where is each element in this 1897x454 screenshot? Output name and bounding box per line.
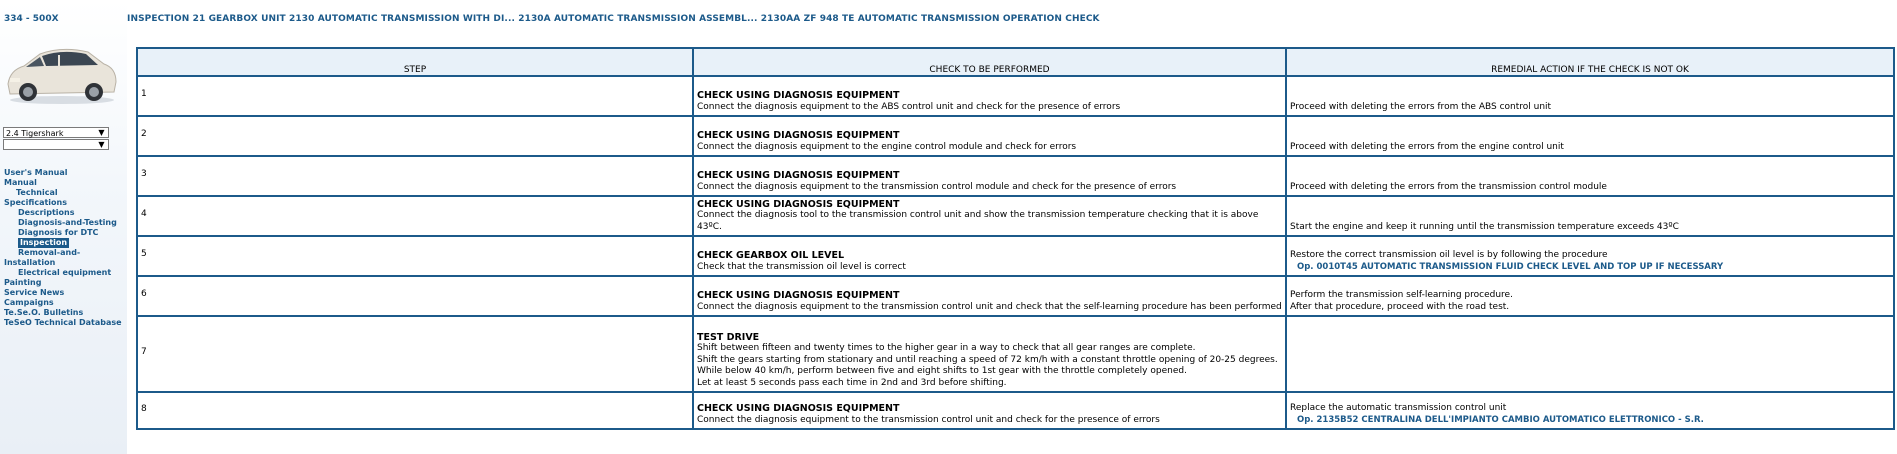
table-row (137, 76, 1894, 116)
model-label: 334 - 500X (4, 14, 59, 24)
nav-item[interactable] (0, 198, 127, 208)
nav-item-label: Descriptions (18, 208, 75, 217)
remedy-cell (1286, 76, 1894, 116)
step-cell: 5 (137, 236, 693, 276)
check-cell (693, 76, 1286, 116)
table-row (137, 392, 1894, 429)
remedy-line: Proceed with deleting the errors from the ABS control unit (1290, 101, 1552, 112)
nav-item-label: Painting (4, 278, 42, 287)
nav-item-label: Installation (4, 258, 56, 267)
check-title: CHECK USING DIAGNOSIS EQUIPMENT (697, 130, 900, 141)
nav-item[interactable] (0, 168, 127, 178)
step-cell: 4 (137, 196, 693, 236)
nav-item-label: Service News (4, 288, 65, 297)
remedy-cell (1286, 276, 1894, 316)
check-cell (693, 116, 1286, 156)
breadcrumb: INSPECTION 21 GEARBOX UNIT 2130 AUTOMATIC TRANSMISSION WITH DI... 2130A AUTOMATIC TRANSMISSION ASSEMBL... 2130AA ZF 948 TE AUTOMATIC TRANSMISSION OPERATION CHECK (127, 14, 1100, 24)
nav-item-label: Electrical equipment (18, 268, 112, 277)
check-title: CHECK USING DIAGNOSIS EQUIPMENT (697, 403, 900, 414)
remedy-line: Proceed with deleting the errors from the engine control unit (1290, 141, 1564, 152)
nav-item[interactable] (0, 248, 127, 258)
nav-item[interactable] (0, 288, 127, 298)
nav-item-label: Technical (16, 188, 58, 197)
check-line: While below 40 km/h, perform between five and eight shifts to 1st gear with the throttle completely opened. (697, 366, 1187, 376)
operation-link[interactable]: Op. 2135B52 CENTRALINA DELL'IMPIANTO CAMBIO AUTOMATICO ELETTRONICO - S.R. (1297, 414, 1704, 425)
remedy-line: Replace the automatic transmission control unit (1290, 403, 1507, 413)
check-line: Connect the diagnosis tool to the transmission control unit and show the transmission temperature checking that it is above 43ºC. (697, 210, 1259, 232)
vehicle-image (2, 36, 120, 106)
remedy-cell (1286, 392, 1894, 429)
nav-item[interactable] (0, 258, 127, 268)
nav-item[interactable] (0, 308, 127, 318)
nav-item-label: Te.Se.O. Bulletins (4, 308, 84, 317)
table-row (137, 236, 1894, 276)
engine-select-value: 2.4 Tigershark (6, 129, 64, 138)
step-cell: 8 (137, 392, 693, 429)
sidebar (0, 0, 127, 454)
remedy-line: Restore the correct transmission oil level is by following the procedure (1290, 250, 1608, 260)
remedy-cell (1286, 196, 1894, 236)
nav-item-label: Campaigns (4, 298, 54, 307)
nav-item-label: Diagnosis-and-Testing (18, 218, 117, 227)
engine-select[interactable] (3, 127, 109, 138)
table-row (137, 196, 1894, 236)
remedy-line: Proceed with deleting the errors from the transmission control module (1290, 181, 1607, 192)
remedy-cell (1286, 156, 1894, 196)
nav-item[interactable] (0, 218, 127, 228)
inspection-table (136, 47, 1895, 430)
nav-item-label: Manual (4, 178, 37, 187)
nav-item-label: Removal-and- (18, 248, 81, 257)
check-title: TEST DRIVE (697, 331, 760, 343)
check-cell (693, 156, 1286, 196)
check-line: Shift the gears starting from stationary and until reaching a speed of 72 km/h with a constant throttle opening of 20-25 degrees. (697, 354, 1278, 365)
sidebar-nav (0, 168, 127, 328)
chevron-down-icon: ▼ (98, 140, 105, 149)
remedy-line: Perform the transmission self-learning procedure. (1290, 290, 1513, 300)
remedy-cell (1286, 316, 1894, 392)
operation-link[interactable]: Op. 0010T45 AUTOMATIC TRANSMISSION FLUID CHECK LEVEL AND TOP UP IF NECESSARY (1297, 261, 1724, 272)
check-title: CHECK USING DIAGNOSIS EQUIPMENT (697, 290, 900, 301)
column-header-check: CHECK TO BE PERFORMED (693, 48, 1286, 76)
check-line: Connect the diagnosis equipment to the transmission control unit and check for the presence of errors (697, 414, 1160, 425)
nav-item[interactable] (0, 318, 127, 328)
check-line: Shift between fifteen and twenty times to the higher gear in a way to check that all gear ranges are complete. (697, 343, 1196, 353)
nav-item[interactable] (0, 208, 127, 218)
nav-item[interactable] (0, 178, 127, 188)
column-header-remedy: REMEDIAL ACTION IF THE CHECK IS NOT OK (1286, 48, 1894, 76)
remedy-line: After that procedure, proceed with the road test. (1290, 301, 1510, 312)
check-line: Check that the transmission oil level is correct (697, 261, 906, 272)
step-cell: 3 (137, 156, 693, 196)
table-header-row (137, 48, 1894, 76)
table-row (137, 276, 1894, 316)
table-row (137, 316, 1894, 392)
step-cell: 7 (137, 316, 693, 392)
nav-item[interactable] (0, 268, 127, 278)
check-title: CHECK USING DIAGNOSIS EQUIPMENT (697, 170, 900, 181)
chevron-down-icon: ▼ (98, 128, 105, 137)
step-cell: 1 (137, 76, 693, 116)
check-line: Let at least 5 seconds pass each time in 2nd and 3rd before shifting. (697, 377, 1007, 388)
check-cell (693, 196, 1286, 236)
nav-item-label: Diagnosis for DTC (18, 228, 99, 237)
nav-item-label: TeSeO Technical Database (4, 318, 122, 327)
check-title: CHECK USING DIAGNOSIS EQUIPMENT (697, 90, 900, 101)
check-title: CHECK GEARBOX OIL LEVEL (697, 250, 845, 261)
check-cell (693, 276, 1286, 316)
table-row (137, 116, 1894, 156)
check-line: Connect the diagnosis equipment to the engine control module and check for errors (697, 141, 1077, 152)
remedy-line: Start the engine and keep it running until the transmission temperature exceeds 43ºC (1290, 221, 1679, 232)
check-title: CHECK USING DIAGNOSIS EQUIPMENT (697, 198, 900, 210)
step-cell: 6 (137, 276, 693, 316)
column-header-step: STEP (137, 48, 693, 76)
check-line: Connect the diagnosis equipment to the transmission control module and check for the presence of errors (697, 181, 1177, 192)
check-cell (693, 392, 1286, 429)
check-line: Connect the diagnosis equipment to the ABS control unit and check for the presence of errors (697, 101, 1121, 112)
nav-item[interactable] (0, 188, 127, 198)
nav-item[interactable] (0, 228, 127, 238)
nav-item-label: Inspection (20, 238, 68, 247)
step-cell: 2 (137, 116, 693, 156)
check-cell (693, 316, 1286, 392)
nav-item-label: Specifications (4, 198, 67, 207)
remedy-cell (1286, 236, 1894, 276)
nav-item-label: User's Manual (4, 168, 68, 177)
remedy-cell (1286, 116, 1894, 156)
check-cell (693, 236, 1286, 276)
secondary-select[interactable] (3, 139, 109, 150)
table-row (137, 156, 1894, 196)
nav-item[interactable] (0, 238, 127, 248)
check-line: Connect the diagnosis equipment to the transmission control unit and check that the self-learning procedure has been performed (697, 301, 1282, 312)
nav-item[interactable] (0, 298, 127, 308)
nav-item[interactable] (0, 278, 127, 288)
